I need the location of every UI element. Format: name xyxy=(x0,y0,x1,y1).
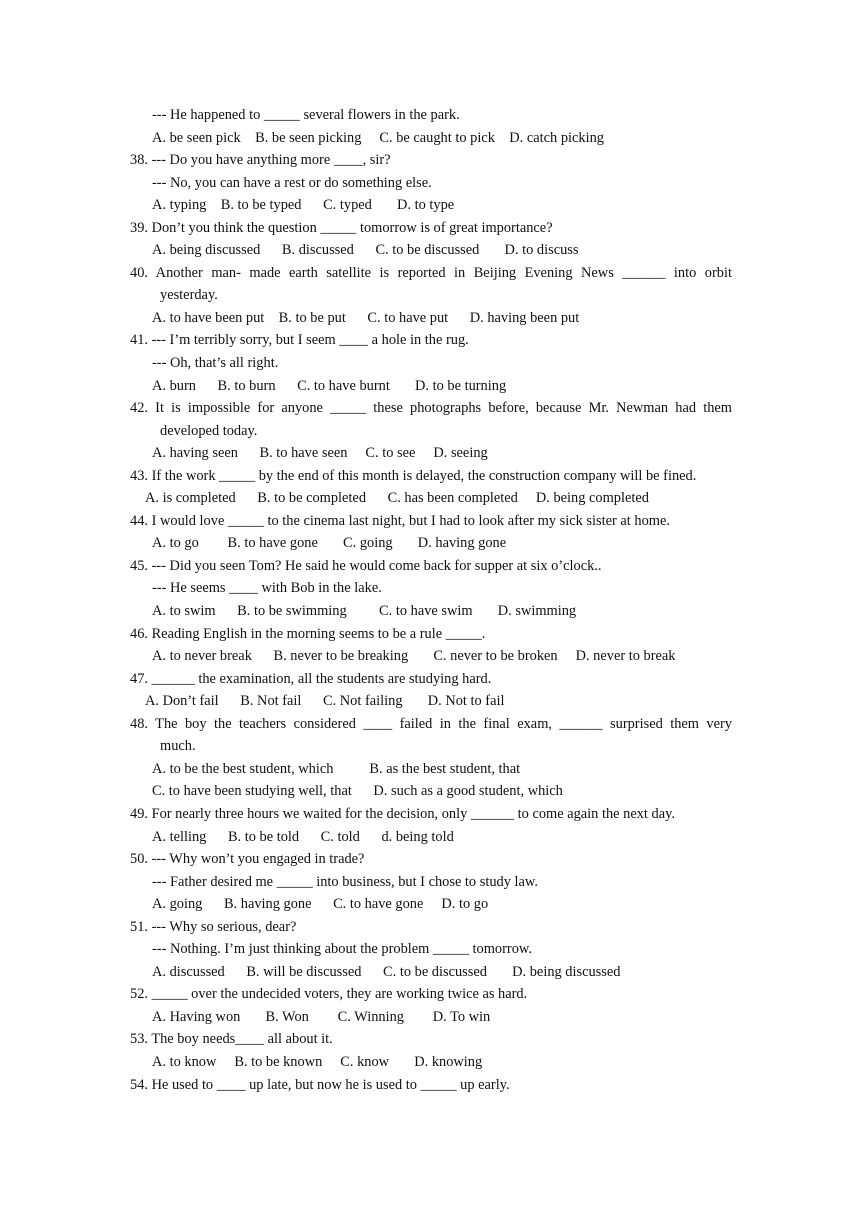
question-48: 48. The boy the teachers considered ____ failed in the final exam, ______ surprised them very xyxy=(130,715,732,732)
question-47: 47. ______ the examination, all the students are studying hard. xyxy=(130,670,492,687)
question-40-continued: yesterday. xyxy=(160,287,218,304)
question-41-reply: --- Oh, that’s all right. xyxy=(152,355,279,372)
question-45-reply: --- He seems ____ with Bob in the lake. xyxy=(152,580,382,597)
question-38-options: A. typing B. to be typed C. typed D. to type xyxy=(152,197,455,214)
question-50-reply: --- Father desired me _____ into business, but I chose to study law. xyxy=(152,873,538,890)
question-48-options-ab: A. to be the best student, which B. as the best student, that xyxy=(152,760,521,777)
question-53-options: A. to know B. to be known C. know D. knowing xyxy=(152,1053,483,1070)
question-41-options: A. burn B. to burn C. to have burnt D. to be turning xyxy=(152,377,507,394)
question-43: 43. If the work _____ by the end of this month is delayed, the construction company will be fined. xyxy=(130,467,697,484)
question-46: 46. Reading English in the morning seems to be a rule _____. xyxy=(130,625,486,642)
question-40: 40. Another man- made earth satellite is reported in Beijing Evening News ______ into orbit xyxy=(130,264,732,281)
question-52-options: A. Having won B. Won C. Winning D. To win xyxy=(152,1008,491,1025)
question-51-options: A. discussed B. will be discussed C. to be discussed D. being discussed xyxy=(152,963,621,980)
question-42-continued: developed today. xyxy=(160,422,258,439)
question-50: 50. --- Why won’t you engaged in trade? xyxy=(130,851,365,868)
question-47-options: A. Don’t fail B. Not fail C. Not failing D. Not to fail xyxy=(145,693,505,710)
question-44: 44. I would love _____ to the cinema last night, but I had to look after my sick sister at home. xyxy=(130,512,670,529)
question-49-options: A. telling B. to be told C. told d. being told xyxy=(152,828,454,845)
question-44-options: A. to go B. to have gone C. going D. having gone xyxy=(152,535,507,552)
question-48-continued: much. xyxy=(160,738,196,755)
question-53: 53. The boy needs____ all about it. xyxy=(130,1031,333,1048)
question-52: 52. _____ over the undecided voters, they are working twice as hard. xyxy=(130,986,528,1003)
question-sheet xyxy=(130,104,732,1096)
question-45: 45. --- Did you seen Tom? He said he would come back for supper at six o’clock.. xyxy=(130,557,602,574)
question-50-options: A. going B. having gone C. to have gone D. to go xyxy=(152,896,489,913)
question-45-options: A. to swim B. to be swimming C. to have swim D. swimming xyxy=(152,603,577,620)
question-46-options: A. to never break B. never to be breaking C. never to be broken D. never to break xyxy=(152,648,676,665)
question-48-options-cd: C. to have been studying well, that D. such as a good student, which xyxy=(152,783,563,800)
question-38: 38. --- Do you have anything more ____, sir? xyxy=(130,152,391,169)
answer-options: A. be seen pick B. be seen picking C. be caught to pick D. catch picking xyxy=(152,129,604,146)
question-51-reply: --- Nothing. I’m just thinking about the problem _____ tomorrow. xyxy=(152,941,532,958)
question-41: 41. --- I’m terribly sorry, but I seem ____ a hole in the rug. xyxy=(130,332,469,349)
question-51: 51. --- Why so serious, dear? xyxy=(130,918,297,935)
question-text: --- He happened to _____ several flowers in the park. xyxy=(152,107,460,123)
question-42: 42. It is impossible for anyone _____ these photographs before, because Mr. Newman had them xyxy=(130,400,732,417)
question-42-options: A. having seen B. to have seen C. to see D. seeing xyxy=(152,445,488,462)
question-40-options: A. to have been put B. to be put C. to have put D. having been put xyxy=(152,309,580,326)
question-39: 39. Don’t you think the question _____ tomorrow is of great importance? xyxy=(130,219,553,236)
question-54: 54. He used to ____ up late, but now he is used to _____ up early. xyxy=(130,1076,510,1093)
question-43-options: A. is completed B. to be completed C. has been completed D. being completed xyxy=(145,490,649,507)
question-39-options: A. being discussed B. discussed C. to be discussed D. to discuss xyxy=(152,242,579,259)
question-49: 49. For nearly three hours we waited for the decision, only ______ to come again the next day. xyxy=(130,805,675,822)
question-38-reply: --- No, you can have a rest or do something else. xyxy=(152,174,432,191)
